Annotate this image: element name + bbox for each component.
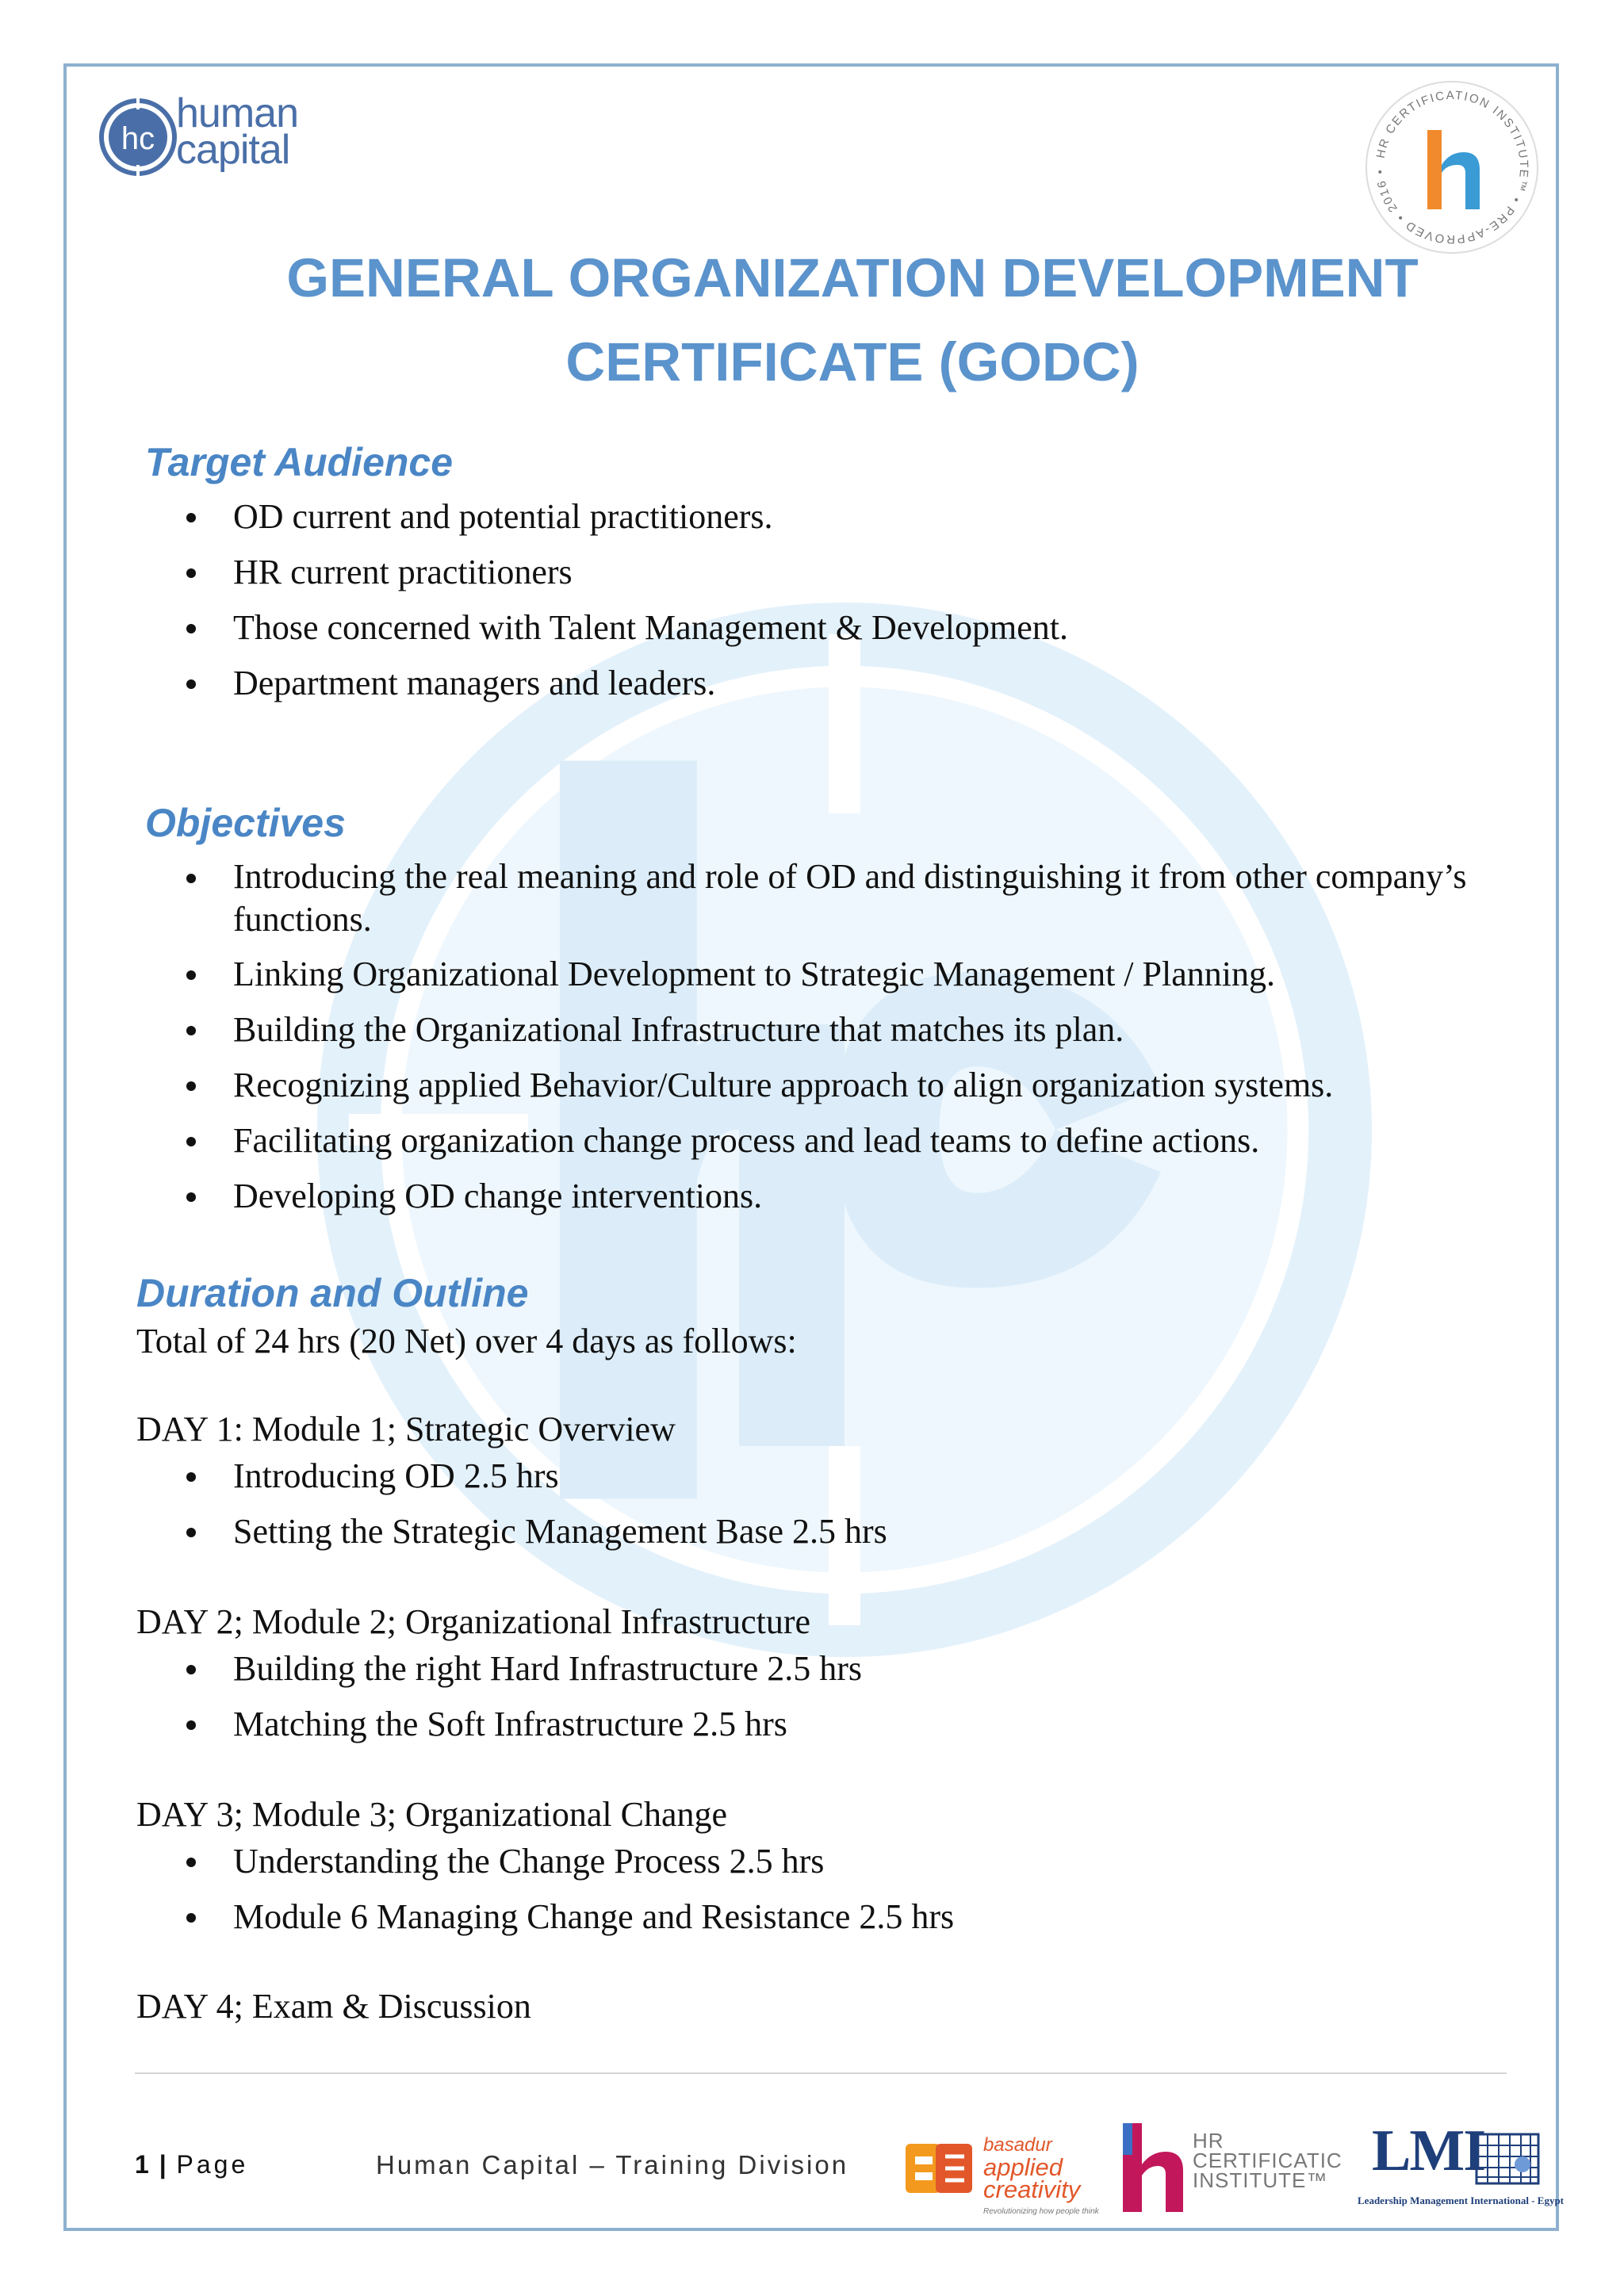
page-number: 1 | Page xyxy=(135,2150,249,2179)
svg-text:HR CERTIFICATION INSTITUTE™ •: HR CERTIFICATION INSTITUTE™ • PRE-APPROVED • 2016 • xyxy=(1373,88,1531,247)
list-item: Introducing the real meaning and role of OD and distinguishing it from other company’s functions. xyxy=(135,855,1483,941)
lmi-logo-text: LMI xyxy=(1372,2118,1484,2183)
title-line-1: GENERAL ORGANIZATION DEVELOPMENT xyxy=(286,247,1419,308)
hrci-pre-approved-seal-icon xyxy=(1361,76,1543,258)
human-capital-logo-text: human capital xyxy=(176,90,298,173)
footer-divider xyxy=(135,2072,1507,2074)
day-1-list xyxy=(135,1454,1499,1565)
objectives-heading: Objectives xyxy=(145,801,346,845)
list-item: OD current and potential practitioners. xyxy=(135,495,1499,539)
title-line-2: CERTIFICATE (GODC) xyxy=(565,331,1139,392)
list-item: Recognizing applied Behavior/Culture approach to align organization systems. xyxy=(135,1063,1483,1108)
day-1-label: DAY 1: Module 1; Strategic Overview xyxy=(136,1410,676,1448)
list-item: Linking Organizational Development to Strategic Management / Planning. xyxy=(135,952,1483,997)
basadur-logo-text: basadur applied creativity Revolutionizing how people think xyxy=(983,2134,1099,2216)
list-item: Matching the Soft Infrastructure 2.5 hrs xyxy=(135,1702,1499,1747)
list-item: Developing OD change interventions. xyxy=(135,1174,1483,1219)
list-item: Setting the Strategic Management Base 2.5 hrs xyxy=(135,1510,1499,1554)
target-audience-list xyxy=(135,495,1499,717)
list-item: Introducing OD 2.5 hrs xyxy=(135,1454,1499,1498)
list-item: Building the Organizational Infrastructure that matches its plan. xyxy=(135,1008,1483,1052)
day-4-label: DAY 4; Exam & Discussion xyxy=(136,1987,531,2026)
duration-intro: Total of 24 hrs (20 Net) over 4 days as follows: xyxy=(136,1322,797,1360)
lmi-globe-icon xyxy=(1475,2133,1540,2185)
list-item: HR current practitioners xyxy=(135,550,1499,595)
day-3-list xyxy=(135,1839,1499,1950)
document-title xyxy=(159,236,1546,404)
day-2-label: DAY 2; Module 2; Organizational Infrastructure xyxy=(136,1602,811,1641)
objectives-list xyxy=(135,855,1483,1230)
list-item: Facilitating organization change process and lead teams to define actions. xyxy=(135,1119,1483,1163)
list-item: Those concerned with Talent Management & Development. xyxy=(135,606,1499,650)
target-audience-heading: Target Audience xyxy=(145,440,454,484)
list-item: Understanding the Change Process 2.5 hrs xyxy=(135,1839,1499,1884)
list-item: Department managers and leaders. xyxy=(135,661,1499,706)
hrci-logo-icon xyxy=(1120,2120,1186,2215)
lmi-logo-subtitle: Leadership Management International - Egypt xyxy=(1358,2195,1564,2206)
footer-division-text: Human Capital – Training Division xyxy=(376,2150,849,2179)
duration-heading: Duration and Outline xyxy=(136,1271,529,1315)
day-2-list xyxy=(135,1647,1499,1758)
list-item: Building the right Hard Infrastructure 2.5 hrs xyxy=(135,1647,1499,1691)
list-item: Module 6 Managing Change and Resistance 2.5 hrs xyxy=(135,1895,1499,1939)
day-3-label: DAY 3; Module 3; Organizational Change xyxy=(136,1795,728,1834)
hrci-logo-text: HR CERTIFICATIC INSTITUTE™ xyxy=(1193,2131,1342,2191)
svg-text:hc: hc xyxy=(121,121,155,156)
